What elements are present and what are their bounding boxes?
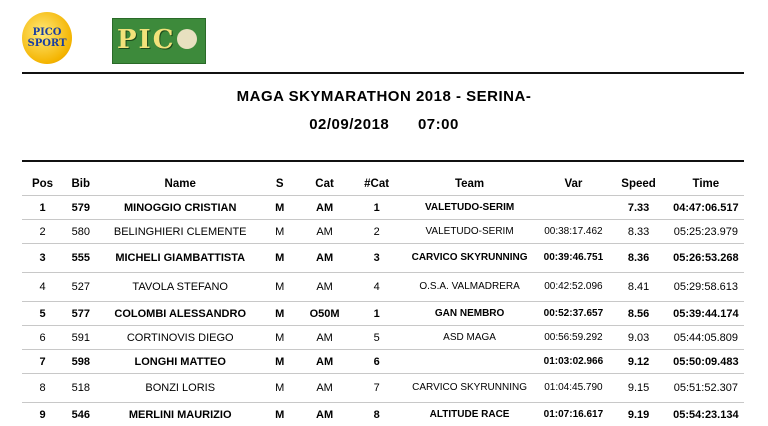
cell-var: 00:56:59.292 [537, 326, 609, 350]
cell-cat-rank: 1 [352, 302, 402, 326]
col-header-team: Team [402, 173, 538, 196]
cell-cat: AM [298, 273, 352, 302]
cell-speed: 9.15 [609, 374, 667, 403]
cell-speed: 8.33 [609, 220, 667, 244]
table-row [22, 350, 744, 374]
event-date: 02/09/2018 [309, 116, 389, 133]
cell-pos: 8 [22, 374, 63, 403]
header-logos [0, 0, 768, 75]
pico-sport-logo-line2: SPORT [27, 38, 66, 49]
cell-time: 05:54:23.134 [668, 403, 744, 426]
cell-team: ALTITUDE RACE [402, 403, 538, 426]
cell-pos: 9 [22, 403, 63, 426]
cell-speed: 8.41 [609, 273, 667, 302]
cell-time: 05:50:09.483 [668, 350, 744, 374]
cell-name: COLOMBI ALESSANDRO [99, 302, 262, 326]
cell-sex: M [262, 350, 298, 374]
cell-name: MICHELI GIAMBATTISTA [99, 244, 262, 273]
cell-cat: AM [298, 350, 352, 374]
cell-speed: 8.56 [609, 302, 667, 326]
cell-team: CARVICO SKYRUNNING [402, 374, 538, 403]
cell-team [402, 350, 538, 374]
cell-team: O.S.A. VALMADRERA [402, 273, 538, 302]
cell-team: VALETUDO-SERIM [402, 220, 538, 244]
table-top-divider [22, 160, 744, 162]
cell-cat: O50M [298, 302, 352, 326]
cell-bib: 555 [63, 244, 99, 273]
col-header-name: Name [99, 173, 262, 196]
cell-cat-rank: 7 [352, 374, 402, 403]
cell-cat: AM [298, 244, 352, 273]
cell-var: 00:52:37.657 [537, 302, 609, 326]
results-header-row [22, 173, 744, 196]
cell-team: GAN NEMBRO [402, 302, 538, 326]
cell-var: 00:39:46.751 [537, 244, 609, 273]
cell-team: ASD MAGA [402, 326, 538, 350]
col-header-var: Var [537, 173, 609, 196]
cell-sex: M [262, 220, 298, 244]
cell-team: VALETUDO-SERIM [402, 196, 538, 220]
table-row [22, 220, 744, 244]
cell-bib: 598 [63, 350, 99, 374]
pico-sport-logo [22, 12, 72, 64]
cell-time: 04:47:06.517 [668, 196, 744, 220]
cell-bib: 527 [63, 273, 99, 302]
event-time: 07:00 [418, 116, 459, 133]
table-row [22, 403, 744, 426]
top-divider [22, 72, 744, 74]
event-datetime [0, 116, 768, 133]
cell-time: 05:25:23.979 [668, 220, 744, 244]
cell-sex: M [262, 374, 298, 403]
cell-bib: 580 [63, 220, 99, 244]
cell-sex: M [262, 244, 298, 273]
cell-bib: 579 [63, 196, 99, 220]
table-row [22, 244, 744, 273]
event-title: MAGA SKYMARATHON 2018 - SERINA- [0, 88, 768, 105]
pic-logo [112, 18, 206, 64]
cell-time: 05:26:53.268 [668, 244, 744, 273]
cell-sex: M [262, 196, 298, 220]
cell-cat-rank: 1 [352, 196, 402, 220]
cell-speed: 7.33 [609, 196, 667, 220]
cell-time: 05:29:58.613 [668, 273, 744, 302]
cell-time: 05:51:52.307 [668, 374, 744, 403]
cell-var: 01:07:16.617 [537, 403, 609, 426]
col-header-bib: Bib [63, 173, 99, 196]
cell-name: CORTINOVIS DIEGO [99, 326, 262, 350]
cell-cat: AM [298, 374, 352, 403]
cell-cat-rank: 5 [352, 326, 402, 350]
cell-var [537, 196, 609, 220]
table-row [22, 326, 744, 350]
cell-name: TAVOLA STEFANO [99, 273, 262, 302]
cell-pos: 3 [22, 244, 63, 273]
cell-cat-rank: 6 [352, 350, 402, 374]
table-row [22, 374, 744, 403]
cell-cat: AM [298, 220, 352, 244]
results-body [22, 196, 744, 426]
cell-speed: 9.19 [609, 403, 667, 426]
cell-cat: AM [298, 403, 352, 426]
cell-cat-rank: 8 [352, 403, 402, 426]
cell-cat-rank: 2 [352, 220, 402, 244]
cell-name: BELINGHIERI CLEMENTE [99, 220, 262, 244]
cell-pos: 5 [22, 302, 63, 326]
table-row [22, 273, 744, 302]
cell-sex: M [262, 273, 298, 302]
cell-speed: 9.03 [609, 326, 667, 350]
col-header-sex: S [262, 173, 298, 196]
cell-name: BONZI LORIS [99, 374, 262, 403]
pic-logo-text: PIC [117, 25, 175, 55]
cell-time: 05:39:44.174 [668, 302, 744, 326]
cell-pos: 7 [22, 350, 63, 374]
cell-pos: 2 [22, 220, 63, 244]
cell-time: 05:44:05.809 [668, 326, 744, 350]
table-row [22, 302, 744, 326]
cell-bib: 591 [63, 326, 99, 350]
cell-name: LONGHI MATTEO [99, 350, 262, 374]
col-header-cat: Cat [298, 173, 352, 196]
cell-var: 00:38:17.462 [537, 220, 609, 244]
cell-var: 01:03:02.966 [537, 350, 609, 374]
cell-sex: M [262, 302, 298, 326]
cell-bib: 546 [63, 403, 99, 426]
col-header-cat-rank: #Cat [352, 173, 402, 196]
cell-name: MERLINI MAURIZIO [99, 403, 262, 426]
cell-sex: M [262, 326, 298, 350]
cell-var: 01:04:45.790 [537, 374, 609, 403]
col-header-speed: Speed [609, 173, 667, 196]
ball-icon [177, 29, 197, 49]
cell-pos: 6 [22, 326, 63, 350]
pico-sport-logo-line1: PICO [33, 27, 62, 38]
cell-cat-rank: 3 [352, 244, 402, 273]
table-row [22, 196, 744, 220]
cell-cat: AM [298, 326, 352, 350]
cell-team: CARVICO SKYRUNNING [402, 244, 538, 273]
cell-cat: AM [298, 196, 352, 220]
cell-name: MINOGGIO CRISTIAN [99, 196, 262, 220]
cell-pos: 1 [22, 196, 63, 220]
cell-speed: 8.36 [609, 244, 667, 273]
cell-bib: 518 [63, 374, 99, 403]
cell-bib: 577 [63, 302, 99, 326]
results-table [22, 173, 744, 426]
cell-sex: M [262, 403, 298, 426]
cell-speed: 9.12 [609, 350, 667, 374]
cell-var: 00:42:52.096 [537, 273, 609, 302]
col-header-time: Time [668, 173, 744, 196]
cell-cat-rank: 4 [352, 273, 402, 302]
cell-pos: 4 [22, 273, 63, 302]
col-header-pos: Pos [22, 173, 63, 196]
